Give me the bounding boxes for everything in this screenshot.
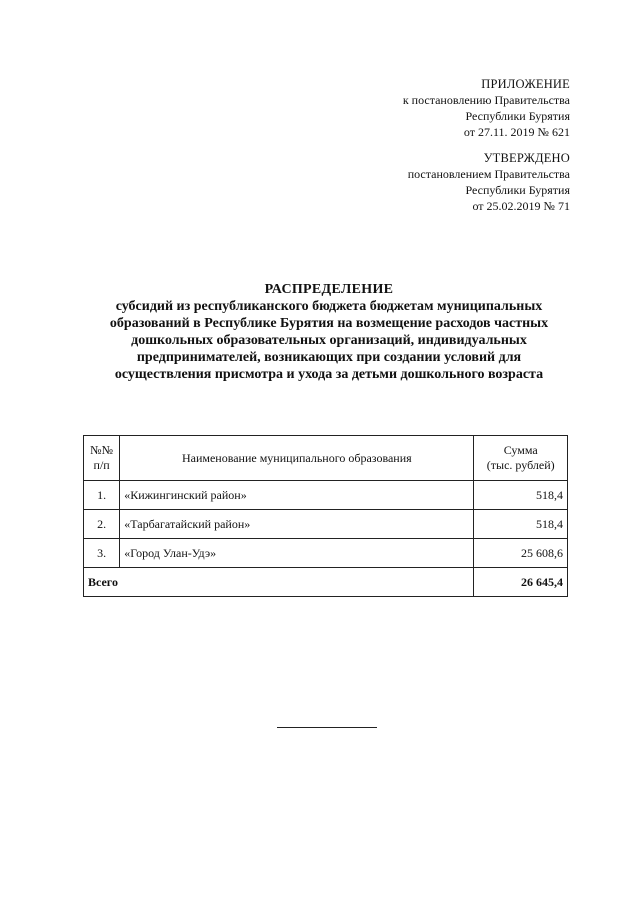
title-line-1: субсидий из республиканского бюджета бюджетам муниципальных bbox=[115, 299, 543, 314]
header-number-line-2: п/п bbox=[93, 458, 110, 472]
title-main: РАСПРЕДЕЛЕНИЕ bbox=[264, 282, 394, 297]
appendix-label: ПРИЛОЖЕНИЕ bbox=[481, 77, 570, 91]
header-sum-line-2: (тыс. рублей) bbox=[486, 458, 555, 472]
approved-line-1: постановлением Правительства bbox=[407, 167, 570, 181]
table-header-row bbox=[84, 436, 568, 481]
total-sum: 26 645,4 bbox=[474, 568, 568, 597]
header-number bbox=[84, 436, 120, 481]
row-sum: 518,4 bbox=[474, 510, 568, 539]
closing-divider bbox=[277, 727, 377, 728]
header-sum bbox=[474, 436, 568, 481]
title-line-4: предпринимателей, возникающих при создании условий для bbox=[136, 350, 522, 365]
total-row bbox=[84, 568, 568, 597]
distribution-table bbox=[83, 435, 568, 597]
approved-line-2: Республики Бурятия bbox=[465, 183, 570, 197]
table-row bbox=[84, 510, 568, 539]
title-line-5: осуществления присмотра и ухода за детьми дошкольного возраста bbox=[114, 367, 544, 382]
approved-label: УТВЕРЖДЕНО bbox=[483, 151, 570, 165]
title-line-3: дошкольных образовательных организаций, индивидуальных bbox=[131, 333, 527, 348]
approved-line-3: от 25.02.2019 № 71 bbox=[472, 199, 570, 213]
appendix-block bbox=[403, 76, 570, 140]
document-title bbox=[70, 281, 588, 383]
header-name: Наименование муниципального образования bbox=[120, 436, 474, 481]
total-label: Всего bbox=[84, 568, 474, 597]
row-number: 2. bbox=[84, 510, 120, 539]
appendix-line-3: от 27.11. 2019 № 621 bbox=[463, 125, 570, 139]
header-sum-line-1: Сумма bbox=[503, 443, 538, 457]
appendix-line-1: к постановлению Правительства bbox=[402, 93, 570, 107]
row-sum: 25 608,6 bbox=[474, 539, 568, 568]
row-number: 3. bbox=[84, 539, 120, 568]
row-name: «Кижингинский район» bbox=[120, 481, 474, 510]
row-sum: 518,4 bbox=[474, 481, 568, 510]
title-line-2: образований в Республике Бурятия на возмещение расходов частных bbox=[109, 316, 549, 331]
approved-block bbox=[408, 150, 570, 214]
appendix-line-2: Республики Бурятия bbox=[465, 109, 570, 123]
row-name: «Город Улан-Удэ» bbox=[120, 539, 474, 568]
table-row bbox=[84, 481, 568, 510]
header-number-line-1: №№ bbox=[90, 443, 114, 457]
row-number: 1. bbox=[84, 481, 120, 510]
row-name: «Тарбагатайский район» bbox=[120, 510, 474, 539]
table-row bbox=[84, 539, 568, 568]
